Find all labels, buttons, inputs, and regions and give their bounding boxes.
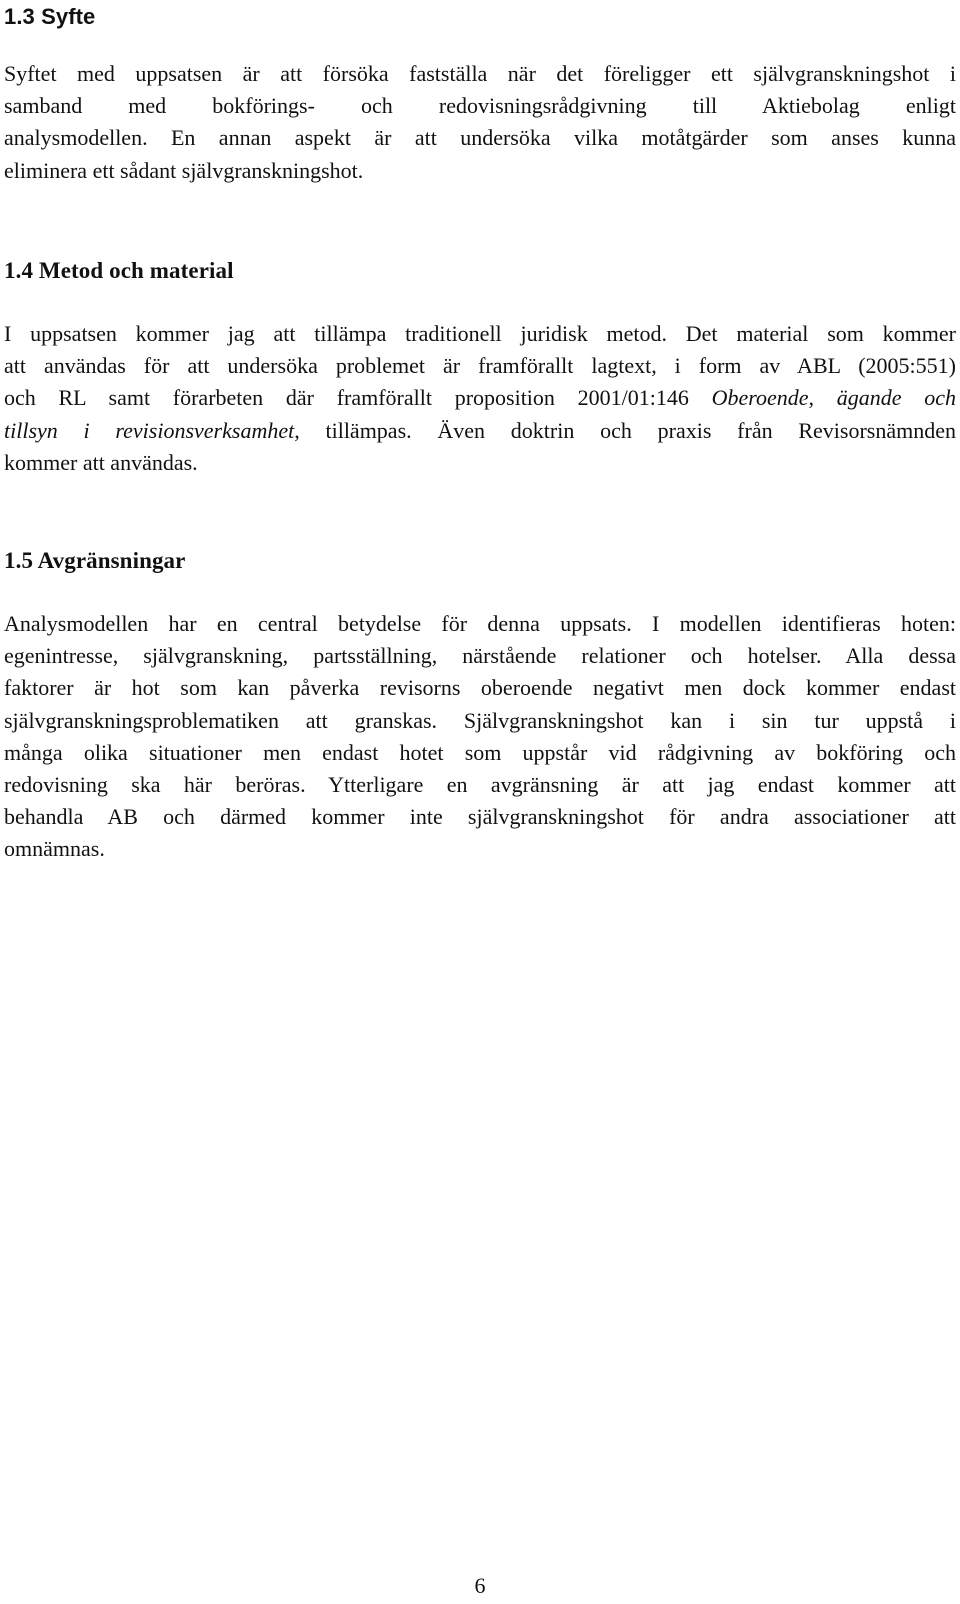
text-line: kommer att användas. [4, 449, 198, 475]
text-line: samband med bokförings- och redovisningsrådgivning till Aktiebolag enligt [4, 93, 956, 119]
page-number: 6 [474, 1573, 486, 1598]
paragraph-syfte [4, 58, 956, 187]
text-line [4, 382, 956, 414]
text-line: många olika situationer men endast hotet som uppstår vid rådgivning av bokföring och [4, 739, 956, 765]
text-run: , tillämpas. Även doktrin och praxis från Revisorsnämnden [294, 417, 956, 443]
text-line: I uppsatsen kommer jag att tillämpa traditionell juridisk metod. Det material som kommer [4, 321, 956, 346]
text-line: behandla AB och därmed kommer inte självgranskningshot för andra associationer att [4, 804, 956, 830]
section-heading-syfte: 1.3 Syfte [4, 4, 96, 29]
paragraph-metod [4, 318, 956, 479]
paragraph-avgransningar [4, 608, 956, 866]
italic-title-run: tillsyn i revisionsverksamhet [4, 417, 295, 443]
text-line: eliminera ett sådant självgranskningshot. [4, 157, 364, 183]
text-line: egenintresse, självgranskning, partsställning, närstående relationer och hotelser. Alla dessa [4, 643, 956, 669]
text-line [4, 415, 956, 447]
text-line: Analysmodellen har en central betydelse för denna uppsats. I modellen identifieras hoten: [4, 611, 956, 636]
text-line: analysmodellen. En annan aspekt är att undersöka vilka motåtgärder som anses kunna [4, 125, 956, 151]
text-line: redovisning ska här beröras. Ytterligare en avgränsning är att jag endast kommer att [4, 772, 956, 798]
text-line: Syftet med uppsatsen är att försöka fastställa när det föreligger ett självgranskningshot i [4, 61, 956, 86]
text-line: faktorer är hot som kan påverka revisorns oberoende negativt men dock kommer endast [4, 675, 956, 701]
text-line: att användas för att undersöka problemet är framförallt lagtext, i form av ABL (2005:551) [4, 353, 956, 379]
italic-title-run: Oberoende, ägande och [711, 385, 956, 411]
section-heading-metod: 1.4 Metod och material [4, 258, 234, 283]
text-line: självgranskningsproblematiken att granskas. Självgranskningshot kan i sin tur uppstå i [4, 707, 956, 733]
text-run: och RL samt förarbeten där framförallt proposition 2001/01:146 [4, 385, 712, 411]
section-heading-avgransningar: 1.5 Avgränsningar [4, 548, 186, 573]
text-line: omnämnas. [4, 836, 105, 862]
